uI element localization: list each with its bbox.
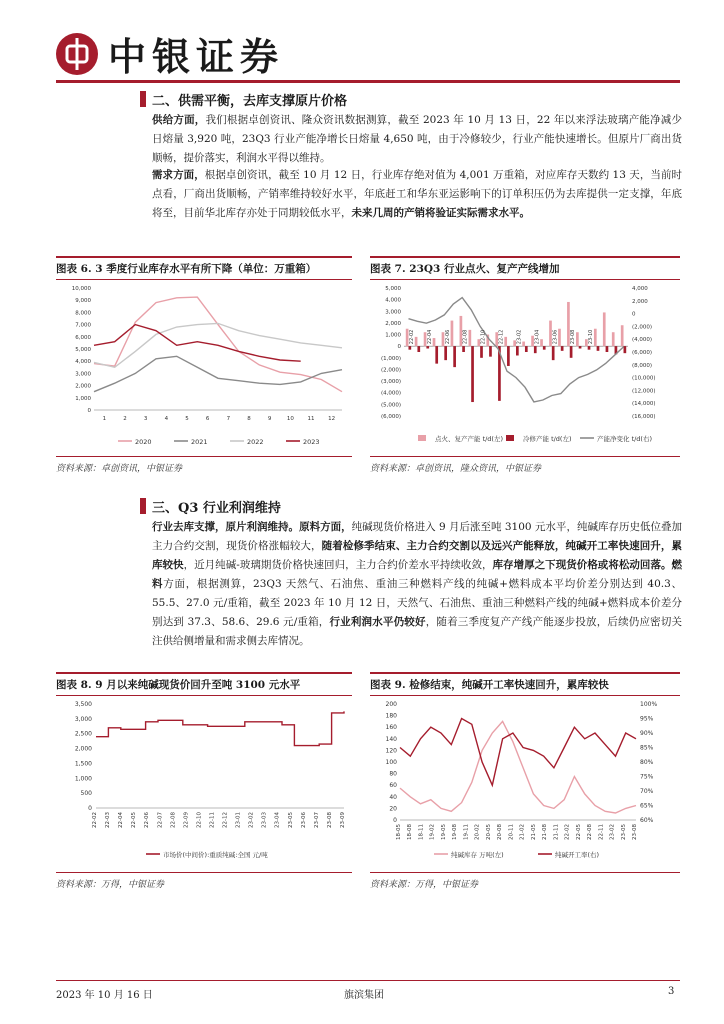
right-y-tick-label: (2,000) <box>632 324 653 331</box>
bar-cold-repair <box>435 346 438 363</box>
x-tick-label: 22-02 <box>92 812 98 828</box>
legend-label: 点火、复产产能 t/d(左) <box>435 435 504 443</box>
right-y-tick-label: 0 <box>632 311 636 318</box>
figure-9-title: 图表 9. 检修结束，纯碱开工率快速回升，累库较快 <box>370 679 609 691</box>
figure-rule <box>370 695 680 696</box>
legend-label: 2020 <box>135 438 152 446</box>
y-tick-label: 1,000 <box>75 395 91 402</box>
left-y-tick-label: (3,000) <box>380 379 401 386</box>
series-2021 <box>94 356 342 391</box>
left-y-tick-label: 5,000 <box>385 286 401 292</box>
x-tick-label: 4 <box>164 416 169 422</box>
y-tick-label: 1,000 <box>74 775 92 783</box>
bar-cold-repair <box>471 346 474 402</box>
profit-paragraph: 行业去库支撑，原片利润维持。原料方面，纯碱现货价格进入 9 月后涨至吨 3100 元水平，纯碱库存历史低位叠加主力合约交割，现货价格涨幅较大，随着检修季结束、主力合约交割以及远兴产能释放，纯碱开工率快速回升，累库较快，近月纯碱-玻璃期货价格快速回归，主力合约价差水平持续收敛，库存增厚之下现货价格或将松动回落。燃料方面，根据测算，23Q3 天然气、石油焦、重油三种燃料产线的纯碱+燃料成本平均价差分别达到 40.3、55.5、27.0 元/重箱，截至 2023 年 10 月 12 日，天然气、石油焦、重油三种燃料产线的纯碱+燃料成本价差分别达到 37.3、58.6、29.6 元/重箱，行业利润水平仍较好，随着三季度复产产线产能逐步投放，后续仍应密切关注供给侧增量和需求侧去库情况。 <box>152 521 683 647</box>
bar-cold-repair <box>408 346 411 349</box>
demand-paragraph: 需求方面，根据卓创资讯，截至 10 月 12 日，行业库存绝对值为 4,001 万重箱，对应库存天数约 13 天，当前时点看，厂商出货顺畅，产销率维持较好水平，年底赶工和华东亚运影响下的订单积压仍为去库提供一定支撑，年底将至，目前华北库存亦处于同期较低水平，未来几周的产销将验证实际需求水平。 <box>152 169 683 219</box>
figure-rule <box>370 456 680 457</box>
y-tick-label: 3,000 <box>74 715 92 723</box>
right-y-tick-label: (12,000) <box>632 388 656 395</box>
bar-restart <box>576 332 579 346</box>
figure-rule <box>56 256 352 258</box>
x-tick-label: 20-05 <box>485 824 492 840</box>
x-tick-label: 23-09 <box>340 812 346 828</box>
bar-restart <box>522 342 525 347</box>
y-tick-label: 7,000 <box>75 322 91 329</box>
left-y-tick-label: 200 <box>385 701 397 708</box>
legend-label: 冷修产能 t/d(左) <box>523 435 572 443</box>
bar-cold-repair <box>543 346 546 349</box>
x-tick-label: 23-08 <box>326 812 333 828</box>
x-tick-label: 22-12 <box>222 812 229 828</box>
x-tick-label: 22-04 <box>426 329 433 345</box>
legend-label: 产能净变化 t/d(右) <box>597 435 653 443</box>
x-tick-label: 19-08 <box>452 824 459 840</box>
legend-label: 2021 <box>191 438 208 446</box>
x-tick-label: 22-10 <box>480 329 487 345</box>
figure-8-source: 资料来源：万得，中银证券 <box>56 880 165 890</box>
x-tick-label: 22-05 <box>131 812 138 828</box>
y-tick-label: 2,000 <box>74 745 92 753</box>
bar-restart <box>451 321 454 347</box>
bar-cold-repair <box>480 346 483 358</box>
x-tick-label: 22-10 <box>196 812 203 828</box>
left-y-tick-label: 140 <box>385 735 397 743</box>
legend-swatch <box>418 435 426 441</box>
y-tick-label: 0 <box>88 805 92 812</box>
bar-cold-repair <box>462 346 465 352</box>
figure-7-source: 资料来源：卓创资讯，隆众资讯，中银证券 <box>370 464 542 474</box>
legend-swatch <box>506 435 514 441</box>
bar-cold-repair <box>426 346 429 348</box>
bar-cold-repair <box>444 346 447 360</box>
bar-cold-repair <box>525 346 528 352</box>
right-y-tick-label: 100% <box>640 701 658 708</box>
bar-cold-repair <box>597 346 600 351</box>
bar-restart <box>433 338 436 346</box>
right-y-tick-label: 75% <box>640 773 654 781</box>
x-tick-label: 22-11 <box>598 824 605 840</box>
y-tick-label: 2,000 <box>75 383 91 390</box>
series-operating-rate <box>400 719 636 786</box>
x-tick-label: 8 <box>247 416 251 422</box>
y-tick-label: 4,000 <box>75 359 91 366</box>
header-rule <box>56 80 680 83</box>
page-number: 3 <box>668 986 675 997</box>
bar-cold-repair <box>489 346 492 356</box>
left-y-tick-label: 1,000 <box>385 332 401 339</box>
x-tick-label: 22-05 <box>575 824 582 840</box>
x-tick-label: 23-07 <box>313 812 320 828</box>
x-tick-label: 12 <box>328 416 336 422</box>
figure-6-title: 图表 6. 3 季度行业库存水平有所下降（单位：万重箱） <box>56 263 317 275</box>
x-tick-label: 19-11 <box>463 824 470 840</box>
figure-rule <box>56 279 352 280</box>
right-y-tick-label: 70% <box>640 788 654 795</box>
figure-rule <box>56 872 352 873</box>
x-tick-label: 23-04 <box>274 812 281 828</box>
right-y-tick-label: 60% <box>640 817 654 824</box>
left-y-tick-label: 0 <box>393 817 397 824</box>
figure-rule <box>370 872 680 873</box>
right-y-tick-label: (16,000) <box>632 414 656 420</box>
figure-9-source: 资料来源：万得，中银证券 <box>370 880 479 890</box>
bar-restart <box>558 329 561 346</box>
x-tick-label: 23-03 <box>261 812 268 828</box>
x-tick-label: 23-06 <box>300 812 307 828</box>
x-tick-label: 22-02 <box>408 329 415 345</box>
left-y-tick-label: (1,000) <box>380 355 401 362</box>
x-tick-label: 21-05 <box>530 824 537 840</box>
figure-8-title: 图表 8. 9 月以来纯碱现货价回升至吨 3100 元水平 <box>56 679 301 691</box>
bar-restart <box>415 337 418 346</box>
x-tick-label: 21-11 <box>553 824 560 840</box>
figure-9-chart <box>370 698 680 866</box>
y-tick-label: 6,000 <box>75 334 91 341</box>
y-tick-label: 10,000 <box>71 286 91 292</box>
x-tick-label: 22-08 <box>170 812 177 828</box>
left-y-tick-label: (2,000) <box>380 367 401 374</box>
legend-label: 2022 <box>247 438 264 446</box>
section-title: 三、Q3 行业利润维持 <box>152 501 281 516</box>
bank-logo <box>56 33 98 75</box>
x-tick-label: 18-08 <box>407 824 414 840</box>
section-marker <box>140 498 146 514</box>
x-tick-label: 23-08 <box>632 824 638 840</box>
series-inventory <box>400 721 636 813</box>
supply-paragraph: 供给方面，我们根据卓创资讯、隆众资讯数据测算，截至 2023 年 10 月 13 日，22 年以来浮法玻璃产能净减少日熔量 3,920 吨，23Q3 行业产能净增长日熔量 4,650 吨，由于冷修较少，行业产能快速增长。但原片厂商出货顺畅，提价落实，利润水平得以维持。 <box>152 114 683 164</box>
left-y-tick-label: 180 <box>385 712 397 720</box>
x-tick-label: 5 <box>185 416 189 422</box>
bar-cold-repair <box>588 346 591 349</box>
x-tick-label: 10 <box>286 416 294 422</box>
bar-cold-repair <box>570 346 573 358</box>
x-tick-label: 22-11 <box>209 812 216 828</box>
right-y-tick-label: 80% <box>640 759 654 766</box>
y-tick-label: 9,000 <box>75 298 91 305</box>
section-marker <box>140 91 146 107</box>
x-tick-label: 22-08 <box>587 824 594 840</box>
left-y-tick-label: 4,000 <box>385 297 401 304</box>
series-soda-ash-price <box>96 711 344 745</box>
bar-cold-repair <box>507 346 510 366</box>
right-y-tick-label: 95% <box>640 715 654 723</box>
brand-name: 中银证券 <box>108 35 285 79</box>
x-tick-label: 6 <box>205 416 210 422</box>
legend-label: 纯碱库存 万吨(左) <box>451 851 504 859</box>
x-tick-label: 20-11 <box>508 824 515 840</box>
x-tick-label: 18-11 <box>418 824 425 840</box>
x-tick-label: 22-12 <box>498 329 505 345</box>
right-y-tick-label: 90% <box>640 730 654 737</box>
section-title: 二、供需平衡，去库支撑原片价格 <box>152 94 348 109</box>
x-tick-label: 21-08 <box>542 824 549 840</box>
x-tick-label: 23-02 <box>516 329 523 345</box>
y-tick-label: 1,500 <box>74 760 92 768</box>
right-y-tick-label: 2,000 <box>632 298 648 305</box>
footer-rule <box>56 980 680 981</box>
figure-rule <box>370 279 680 280</box>
x-tick-label: 19-05 <box>440 824 447 840</box>
left-y-tick-label: 120 <box>385 747 397 755</box>
left-y-tick-label: 100 <box>385 759 397 766</box>
y-tick-label: 8,000 <box>75 310 91 317</box>
bar-cold-repair <box>561 346 564 351</box>
figure-rule <box>56 456 352 457</box>
x-tick-label: 7 <box>226 416 231 422</box>
bar-cold-repair <box>516 346 519 355</box>
figure-rule <box>370 256 680 258</box>
left-y-tick-label: 40 <box>389 793 397 801</box>
bar-cold-repair <box>606 346 609 352</box>
figure-7-chart <box>370 282 680 452</box>
x-tick-label: 11 <box>307 416 315 422</box>
x-tick-label: 2 <box>123 416 127 422</box>
footer-company: 旗滨集团 <box>344 990 384 1001</box>
legend-label: 2023 <box>303 438 320 446</box>
legend-label: 市场价(中间价):重质纯碱:全国 元/吨 <box>163 851 268 859</box>
bar-cold-repair <box>417 346 420 352</box>
bar-cold-repair <box>552 346 555 360</box>
legend-label: 纯碱开工率(右) <box>555 851 600 859</box>
left-y-tick-label: 60 <box>389 782 397 790</box>
bar-cold-repair <box>534 346 537 353</box>
x-tick-label: 1 <box>102 416 107 422</box>
right-y-tick-label: (14,000) <box>632 401 656 408</box>
x-tick-label: 22-03 <box>105 812 112 828</box>
x-tick-label: 19-02 <box>429 824 436 840</box>
y-tick-label: 5,000 <box>75 347 91 353</box>
x-tick-label: 21-02 <box>519 824 526 840</box>
x-tick-label: 22-04 <box>118 812 125 828</box>
x-tick-label: 9 <box>267 416 272 422</box>
x-tick-label: 23-10 <box>588 329 595 345</box>
x-tick-label: 3 <box>143 416 148 422</box>
bar-restart <box>612 332 615 346</box>
figure-6-chart <box>56 282 352 452</box>
bar-cold-repair <box>579 346 582 348</box>
figure-rule <box>56 672 352 674</box>
figure-7-title: 图表 7. 23Q3 行业点火、复产产线增加 <box>370 263 560 275</box>
y-tick-label: 0 <box>87 408 91 414</box>
left-y-tick-label: (5,000) <box>380 402 401 409</box>
figure-rule <box>56 695 352 696</box>
x-tick-label: 23-02 <box>248 812 255 828</box>
x-tick-label: 23-02 <box>609 824 616 840</box>
bar-restart <box>621 325 624 346</box>
right-y-tick-label: (6,000) <box>632 350 653 356</box>
x-tick-label: 22-06 <box>444 329 451 345</box>
x-tick-label: 23-01 <box>235 812 242 828</box>
bar-restart <box>540 339 543 346</box>
right-y-tick-label: (4,000) <box>632 337 653 344</box>
bar-restart <box>594 329 597 346</box>
x-tick-label: 22-07 <box>157 812 164 828</box>
figure-rule <box>370 672 680 674</box>
x-tick-label: 18-05 <box>396 824 402 840</box>
y-tick-label: 500 <box>80 790 92 798</box>
x-tick-label: 23-06 <box>552 329 559 345</box>
left-y-tick-label: 3,000 <box>385 309 401 316</box>
right-y-tick-label: 65% <box>640 802 654 810</box>
right-y-tick-label: (8,000) <box>632 362 653 369</box>
x-tick-label: 22-09 <box>183 812 190 828</box>
left-y-tick-label: 80 <box>389 770 397 778</box>
x-tick-label: 23-04 <box>534 329 541 345</box>
left-y-tick-label: 160 <box>385 724 397 732</box>
x-tick-label: 23-05 <box>620 824 627 840</box>
footer-date: 2023 年 10 月 16 日 <box>56 990 153 1001</box>
bar-restart <box>603 312 606 346</box>
bar-restart <box>504 337 507 346</box>
x-tick-label: 22-08 <box>462 329 469 345</box>
right-y-tick-label: 85% <box>640 744 654 752</box>
bar-cold-repair <box>453 346 456 367</box>
x-tick-label: 22-06 <box>144 812 151 828</box>
left-y-tick-label: 0 <box>397 344 401 351</box>
x-tick-label: 23-08 <box>570 329 577 345</box>
x-tick-label: 20-08 <box>497 824 504 840</box>
y-tick-label: 3,000 <box>75 371 91 378</box>
left-y-tick-label: (6,000) <box>380 414 401 420</box>
x-tick-label: 20-02 <box>474 824 481 840</box>
left-y-tick-label: (4,000) <box>380 390 401 397</box>
bar-cold-repair <box>624 346 627 353</box>
bar-restart <box>469 330 472 346</box>
figure-8-chart <box>56 698 352 866</box>
left-y-tick-label: 20 <box>389 805 397 813</box>
y-tick-label: 2,500 <box>74 730 92 738</box>
x-tick-label: 23-05 <box>287 812 294 828</box>
right-y-tick-label: (10,000) <box>632 375 656 382</box>
y-tick-label: 3,500 <box>74 701 92 708</box>
figure-6-source: 资料来源：卓创资讯，中银证券 <box>56 464 183 474</box>
right-y-tick-label: 4,000 <box>632 286 648 292</box>
left-y-tick-label: 2,000 <box>385 320 401 327</box>
x-tick-label: 22-02 <box>564 824 571 840</box>
